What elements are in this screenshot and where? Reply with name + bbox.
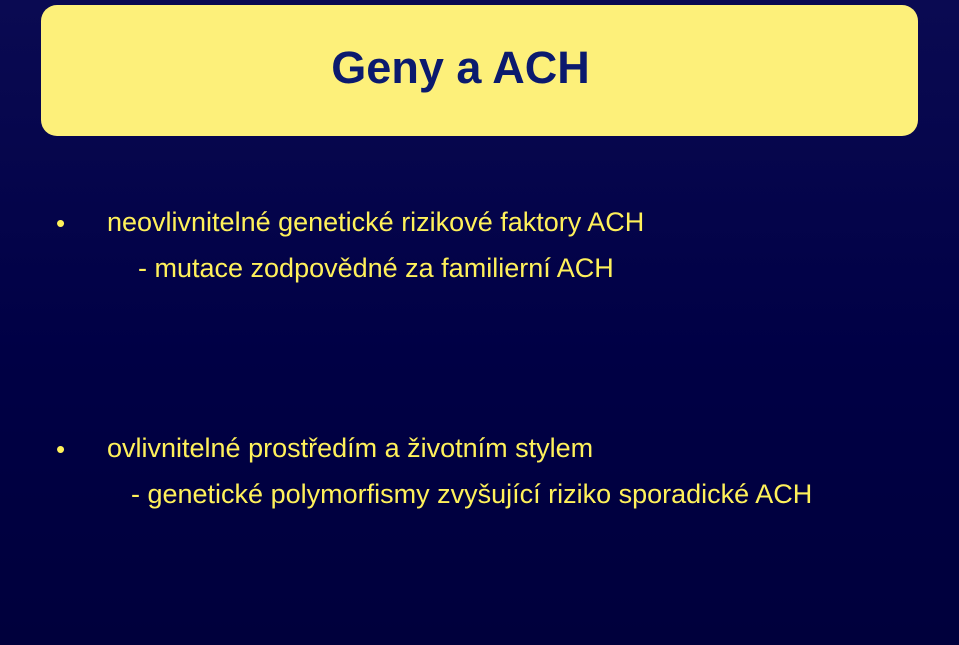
sub-text-2: - genetické polymorfismy zvyšující riziko sporadické ACH bbox=[131, 479, 813, 509]
bullet-icon: • bbox=[56, 434, 66, 464]
slide-title: Geny a ACH bbox=[331, 42, 590, 93]
sub-text-1: - mutace zodpovědné za familierní ACH bbox=[138, 253, 614, 283]
bullet-icon: • bbox=[56, 208, 66, 238]
bullet-text-2: ovlivnitelné prostředím a životním stylem bbox=[107, 433, 594, 463]
title-box bbox=[41, 5, 918, 136]
bullet-text-1: neovlivnitelné genetické rizikové faktory ACH bbox=[107, 207, 645, 237]
